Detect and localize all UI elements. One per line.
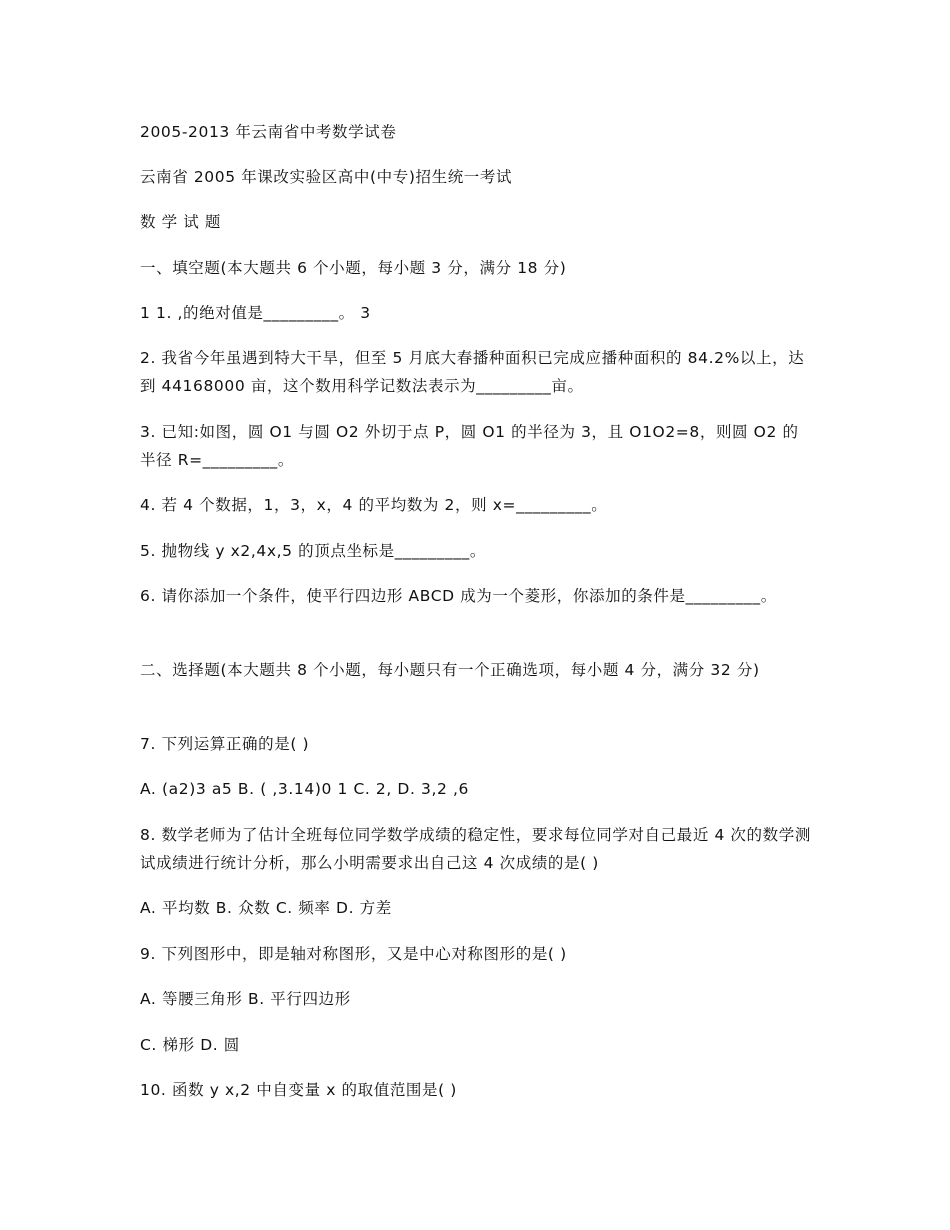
question-6: 6. 请你添加一个条件，使平行四边形 ABCD 成为一个菱形，你添加的条件是_________。 [140, 587, 777, 605]
question-9-options-cd: C. 梯形 D. 圆 [140, 1036, 240, 1054]
document-title: 2005-2013 年云南省中考数学试卷 [140, 123, 397, 141]
exam-subtitle: 云南省 2005 年课改实验区高中(中专)招生统一考试 [140, 168, 513, 186]
part-one-heading: 一、填空题(本大题共 6 个小题，每小题 3 分，满分 18 分) [140, 259, 567, 277]
question-4: 4. 若 4 个数据，1，3，x，4 的平均数为 2，则 x=_________。 [140, 496, 608, 514]
question-2: 2. 我省今年虽遇到特大干旱，但至 5 月底大春播种面积已完成应播种面积的 84.2%以上，达到 44168000 亩，这个数用科学记数法表示为_________亩。 [140, 349, 805, 395]
question-10: 10. 函数 y x,2 中自变量 x 的取值范围是( ) [140, 1081, 457, 1099]
section-heading: 数 学 试 题 [140, 213, 221, 231]
question-9-options-ab: A. 等腰三角形 B. 平行四边形 [140, 990, 351, 1008]
question-7-options: A. (a2)3 a5 B. ( ,3.14)0 1 C. 2, D. 3,2 ,6 [140, 780, 469, 798]
question-5: 5. 抛物线 y x2,4x,5 的顶点坐标是_________。 [140, 542, 487, 560]
question-1: 1 1. ,的绝对值是_________。 3 [140, 304, 371, 322]
question-7: 7. 下列运算正确的是( ) [140, 735, 310, 753]
question-3: 3. 已知:如图，圆 O1 与圆 O2 外切于点 P，圆 O1 的半径为 3，且 O1O2=8，则圆 O2 的半径 R=_________。 [140, 423, 799, 469]
question-9: 9. 下列图形中，即是轴对称图形，又是中心对称图形的是( ) [140, 945, 567, 963]
question-8-options: A. 平均数 B. 众数 C. 频率 D. 方差 [140, 899, 392, 917]
part-two-heading: 二、选择题(本大题共 8 个小题，每小题只有一个正确选项，每小题 4 分，满分 32 分) [140, 661, 760, 679]
question-8: 8. 数学老师为了估计全班每位同学数学成绩的稳定性，要求每位同学对自己最近 4 次的数学测试成绩进行统计分析，那么小明需要求出自己这 4 次成绩的是( ) [140, 826, 811, 872]
